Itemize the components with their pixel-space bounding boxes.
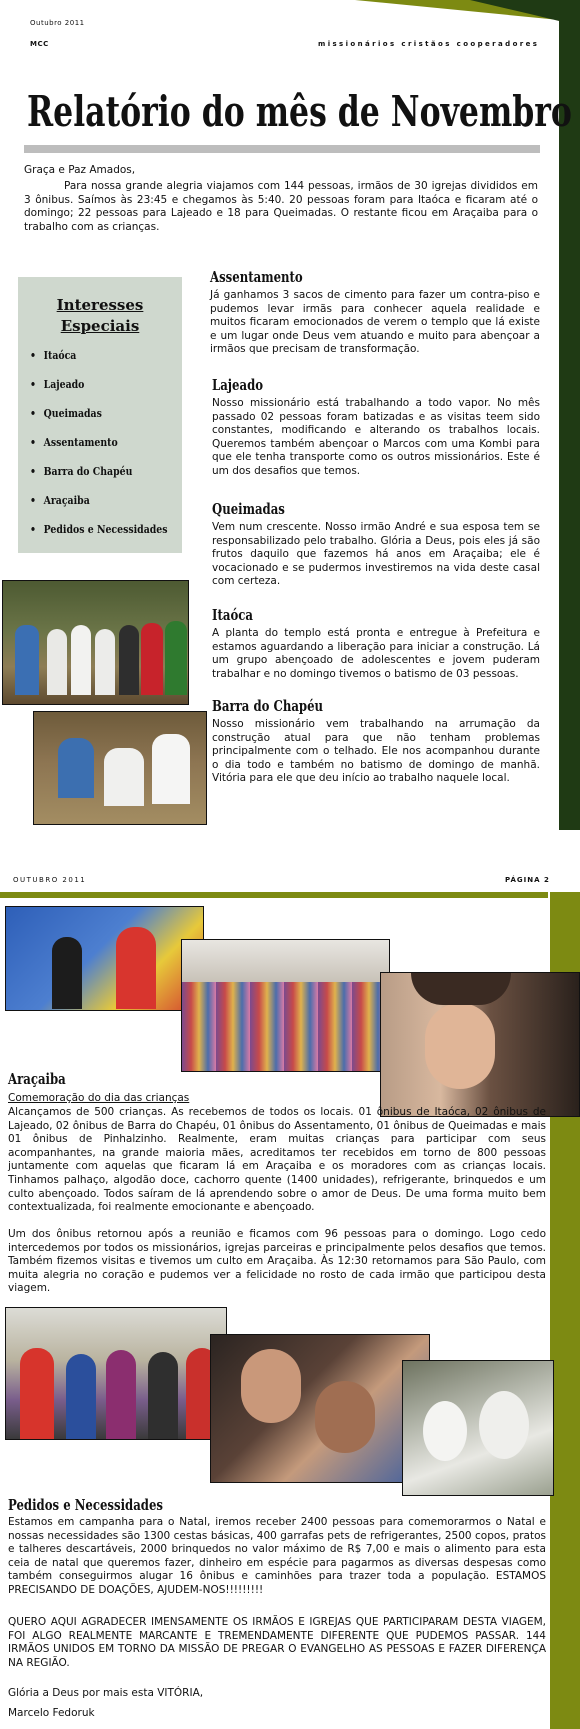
sidebar-list xyxy=(30,349,192,552)
header-date: Outubro 2011 xyxy=(30,19,85,27)
header-page-number: PÁGINA 2 xyxy=(505,876,550,884)
section-heading: Barra do Chapéu xyxy=(212,697,324,715)
intro-paragraph: Para nossa grande alegria viajamos com 144 pessoas, irmãos de 30 igrejas divididos em 3 ônibus. Saímos às 23:45 e chegamos às 5:40. 20 pessoas foram para Itaóca e ficaram até o domingo; 22 pessoas para Lajeado e 18 para Queimadas. O restante ficou em Araçaiba para o trabalho com as crianças. xyxy=(24,180,538,233)
woman-feeding-child-photo xyxy=(210,1334,430,1483)
header-org-full: missionários cristãos cooperadores xyxy=(318,40,540,48)
girl-portrait-photo xyxy=(380,972,580,1117)
section-heading: Assentamento xyxy=(210,268,303,286)
sidebar-item-assentamento[interactable]: • Assentamento xyxy=(30,436,168,465)
title-rule xyxy=(24,145,540,153)
header-org-abbr: MCC xyxy=(30,40,49,48)
page-right-edge-bar xyxy=(559,20,580,830)
page-corner-decoration-top xyxy=(0,0,580,30)
header-rule-page2 xyxy=(0,892,548,898)
section-queimadas xyxy=(212,500,540,589)
pedidos-paragraph-1: Estamos em campanha para o Natal, iremos receber 2400 pessoas para comemorarmos o Natal e nossas necessidades são 1300 cestas básicas, 400 garrafas pets de refrigerantes, 2500 copos, pratos e talheres descartáveis, 2000 brinquedos no valor máximo de R$ 7,00 e mais o alimento para esta ceia de natal que queremos fazer, dinheiro em espécie para pagarmos as diversas despesas como também conseguirmos alugar 16 ônibus e caminhões para trazer toda a população. ESTAMOS PRECISANDO DE DOAÇÕES, AJUDEM-NOS!!!!!!!!! xyxy=(8,1516,546,1596)
section-itaoca xyxy=(212,606,540,681)
page-1 xyxy=(0,0,580,830)
sidebar-item-lajeado[interactable]: • Lajeado xyxy=(30,378,168,407)
group-photo-river xyxy=(2,580,189,705)
page-title: Relatório do mês de Novembro xyxy=(27,87,572,136)
page-separator xyxy=(0,830,580,864)
page-2 xyxy=(0,864,580,1729)
sidebar-title: Interesses Especiais xyxy=(56,296,144,335)
sidebar-item-pedidos[interactable]: • Pedidos e Necessidades xyxy=(30,523,168,552)
signature-name: Marcelo Fedoruk xyxy=(8,1707,95,1719)
sidebar-item-aracaiba[interactable]: • Araçaiba xyxy=(30,494,168,523)
section-text: Nosso missionário está trabalhando a todo vapor. No mês passado 02 pessoas foram batizadas e as visitas teem sido constantes, modificando e alterando os trabalhos locais. Queremos também abençoar o Marcos com uma Kombi para que ele tenha transporte como os outros missionários. Este é um dos desafios que temos. xyxy=(212,397,540,477)
greeting: Graça e Paz Amados, xyxy=(24,164,136,176)
section-text: Nosso missionário vem trabalhando na arrumação da construção atual para que não tenham problemas principalmente com o telhado. Ele nos acompanhou durante o dia todo e também no batismo de domingo de manhã. Vitória para ele que deu início ao trabalho naquele local. xyxy=(212,718,540,785)
aracaiba-heading: Araçaiba xyxy=(8,1070,66,1088)
special-interests-sidebar xyxy=(18,277,182,553)
header-date-page2: OUTUBRO 2011 xyxy=(13,876,87,884)
aracaiba-paragraph-2: Um dos ônibus retornou após a reunião e ficamos com 96 pessoas para o domingo. Logo cedo intercedemos por todos os missionários, igrejas parceiras e principalmente pelos desafios que temos. Também fizemos visitas e tivemos um culto em Araçaiba. Às 12:30 retornamos para São Paulo, com muita alegria no coração e pudemos ver a felicidade no rosto de cada irmão que participou desta viagem. xyxy=(8,1228,546,1295)
section-heading: Queimadas xyxy=(212,500,285,518)
section-heading: Itaóca xyxy=(212,606,253,624)
section-text: Vem num crescente. Nosso irmão André e sua esposa tem se responsabilizado pelo trabalho. Glória a Deus, pois eles já são frutos daquilo que fazemos há anos em Araçaiba; ele é vocacionado e se pudermos investiremos na vida deste casal com certeza. xyxy=(212,521,540,588)
clown-photo xyxy=(5,906,204,1011)
section-lajeado xyxy=(212,376,540,479)
aracaiba-paragraph-1: Alcançamos de 500 crianças. As recebemos de todos os locais. 01 ônibus de Itaóca, 02 ônibus de Lajeado, 02 ônibus de Barra do Chapéu, 01 ônibus do Assentamento, 01 ônibus de Queimadas e mais 01 ônibus de Pinhalzinho. Realmente, eram muitas crianças para participar com seus acompanhantes, na grande maioria mães, acreditamos ter recebidos em torno de 800 pessoas juntamente com aquelas que ficaram lá em Araçaiba e os moradores com as crianças locais. Tinhamos palhaço, algodão doce, cachorro quente (1400 unidades), refrigerante, brinquedos e um culto abençoado. Todos saíram de lá aprendendo sobre o amor de Deus. De uma forma muito bem contextualizada, foi realmente emocionante e abençoado. xyxy=(8,1106,546,1214)
closing-line: Glória a Deus por mais esta VITÓRIA, xyxy=(8,1687,204,1699)
sidebar-item-queimadas[interactable]: • Queimadas xyxy=(30,407,168,436)
balloons-photo xyxy=(402,1360,554,1496)
sidebar-item-barra-do-chapeu[interactable]: • Barra do Chapéu xyxy=(30,465,168,494)
section-text: A planta do templo está pronta e entregue à Prefeitura e estamos aguardando a liberação para iniciar a construção. Lá um grupo abençoado de adolescentes e jovem puderam trabalhar e no domingo tivemos o batismo de 03 pessoas. xyxy=(212,627,540,680)
section-assentamento xyxy=(210,268,540,357)
pedidos-paragraph-2: QUERO AQUI AGRADECER IMENSAMENTE OS IRMÃOS E IGREJAS QUE PARTICIPARAM DESTA VIAGEM, FOI ALGO REALMENTE MARCANTE E TREMENDAMENTE DIFERENTE QUE PUDEMOS PASSAR. 144 IRMÃOS UNIDOS EM TORNO DA MISSÃO DE PREGAR O EVANGELHO AS PESSOAS E FAZER DIFERENÇA NA REGIÃO. xyxy=(8,1616,546,1669)
section-barra-do-chapeu xyxy=(212,697,540,786)
aracaiba-subheading: Comemoração do dia das crianças xyxy=(8,1092,190,1104)
crowd-of-children-photo xyxy=(181,939,390,1072)
clown-and-children-photo xyxy=(5,1307,227,1440)
section-heading: Lajeado xyxy=(212,376,264,394)
pedidos-heading: Pedidos e Necessidades xyxy=(8,1496,164,1514)
section-text: Já ganhamos 3 sacos de cimento para fazer um contra-piso e pudemos levar irmãs para conhecer aquela realidade e muitos ficaram emocionados de verem o templo que lá existe e um lugar onde Deus vem atuando e muito para abençoar a irmãos que precisam de transformação. xyxy=(210,289,540,356)
sidebar-item-itaoca[interactable]: • Itaóca xyxy=(30,349,168,378)
baptism-photo xyxy=(33,711,207,825)
